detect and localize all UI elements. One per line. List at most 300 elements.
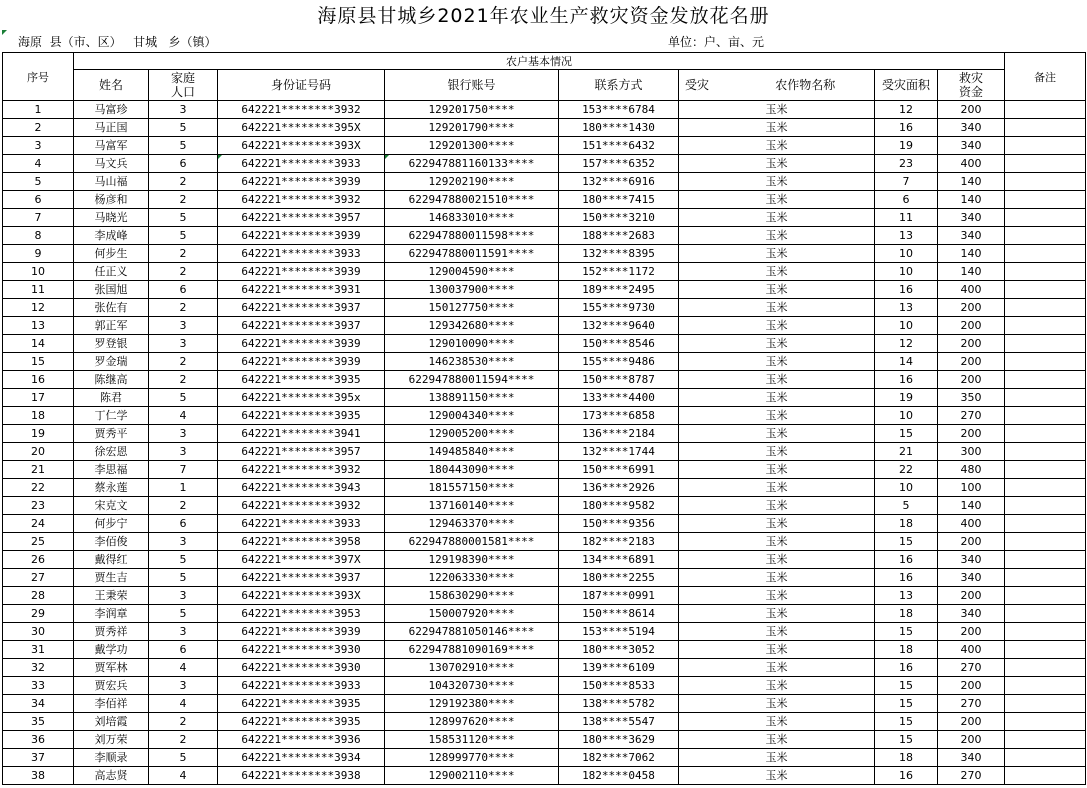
cell-crop[interactable]: 玉米 xyxy=(679,461,875,479)
cell-bank[interactable]: 180443090**** xyxy=(385,461,559,479)
cell-note[interactable] xyxy=(1005,119,1086,137)
cell-name[interactable]: 丁仁学 xyxy=(74,407,149,425)
cell-seq[interactable]: 22 xyxy=(3,479,74,497)
cell-bank[interactable]: 128997620**** xyxy=(385,713,559,731)
cell-id[interactable]: 642221********3937 xyxy=(218,299,385,317)
cell-area[interactable]: 5 xyxy=(875,497,938,515)
table-row[interactable] xyxy=(3,749,1086,767)
cell-seq[interactable]: 2 xyxy=(3,119,74,137)
cell-crop[interactable]: 玉米 xyxy=(679,281,875,299)
cell-seq[interactable]: 27 xyxy=(3,569,74,587)
cell-household[interactable]: 6 xyxy=(149,155,218,173)
cell-fund[interactable]: 480 xyxy=(938,461,1005,479)
cell-crop[interactable]: 玉米 xyxy=(679,209,875,227)
cell-name[interactable]: 马晓光 xyxy=(74,209,149,227)
cell-fund[interactable]: 200 xyxy=(938,335,1005,353)
cell-name[interactable]: 马富珍 xyxy=(74,101,149,119)
cell-bank[interactable]: 622947880001581**** xyxy=(385,533,559,551)
cell-id[interactable]: 642221********3939 xyxy=(218,353,385,371)
cell-area[interactable]: 15 xyxy=(875,677,938,695)
cell-name[interactable]: 李思福 xyxy=(74,461,149,479)
table-row[interactable] xyxy=(3,641,1086,659)
table-row[interactable] xyxy=(3,425,1086,443)
cell-seq[interactable]: 31 xyxy=(3,641,74,659)
cell-crop[interactable]: 玉米 xyxy=(679,515,875,533)
cell-seq[interactable]: 25 xyxy=(3,533,74,551)
cell-bank[interactable]: 158531120**** xyxy=(385,731,559,749)
cell-area[interactable]: 15 xyxy=(875,425,938,443)
header-affected[interactable]: 受灾 xyxy=(679,70,737,101)
cell-bank[interactable]: 622947880011598**** xyxy=(385,227,559,245)
cell-seq[interactable]: 30 xyxy=(3,623,74,641)
cell-bank[interactable]: 150007920**** xyxy=(385,605,559,623)
cell-id[interactable]: 642221********3933 xyxy=(218,245,385,263)
cell-name[interactable]: 郭正军 xyxy=(74,317,149,335)
cell-name[interactable]: 李佰俊 xyxy=(74,533,149,551)
cell-phone[interactable]: 150****8533 xyxy=(559,677,679,695)
cell-household[interactable]: 5 xyxy=(149,389,218,407)
cell-household[interactable]: 5 xyxy=(149,119,218,137)
cell-household[interactable]: 3 xyxy=(149,317,218,335)
cell-crop[interactable]: 玉米 xyxy=(679,605,875,623)
cell-name[interactable]: 何步宁 xyxy=(74,515,149,533)
table-row[interactable] xyxy=(3,407,1086,425)
cell-fund[interactable]: 270 xyxy=(938,659,1005,677)
cell-seq[interactable]: 26 xyxy=(3,551,74,569)
cell-seq[interactable]: 15 xyxy=(3,353,74,371)
cell-household[interactable]: 2 xyxy=(149,173,218,191)
cell-name[interactable]: 张国旭 xyxy=(74,281,149,299)
table-row[interactable] xyxy=(3,551,1086,569)
cell-phone[interactable]: 153****6784 xyxy=(559,101,679,119)
cell-crop[interactable]: 玉米 xyxy=(679,749,875,767)
table-row[interactable] xyxy=(3,659,1086,677)
table-row[interactable] xyxy=(3,515,1086,533)
cell-phone[interactable]: 139****6109 xyxy=(559,659,679,677)
cell-fund[interactable]: 200 xyxy=(938,353,1005,371)
cell-area[interactable]: 15 xyxy=(875,713,938,731)
cell-name[interactable]: 李成峰 xyxy=(74,227,149,245)
cell-bank[interactable]: 129004590**** xyxy=(385,263,559,281)
cell-name[interactable]: 王秉荣 xyxy=(74,587,149,605)
cell-crop[interactable]: 玉米 xyxy=(679,191,875,209)
cell-fund[interactable]: 200 xyxy=(938,317,1005,335)
cell-fund[interactable]: 340 xyxy=(938,227,1005,245)
cell-note[interactable] xyxy=(1005,551,1086,569)
cell-note[interactable] xyxy=(1005,101,1086,119)
cell-note[interactable] xyxy=(1005,191,1086,209)
cell-area[interactable]: 16 xyxy=(875,371,938,389)
cell-crop[interactable]: 玉米 xyxy=(679,497,875,515)
cell-bank[interactable]: 129192380**** xyxy=(385,695,559,713)
cell-note[interactable] xyxy=(1005,389,1086,407)
cell-crop[interactable]: 玉米 xyxy=(679,641,875,659)
cell-area[interactable]: 13 xyxy=(875,299,938,317)
cell-crop[interactable]: 玉米 xyxy=(679,407,875,425)
cell-fund[interactable]: 200 xyxy=(938,731,1005,749)
cell-fund[interactable]: 340 xyxy=(938,209,1005,227)
cell-area[interactable]: 10 xyxy=(875,263,938,281)
table-row[interactable] xyxy=(3,245,1086,263)
cell-household[interactable]: 2 xyxy=(149,191,218,209)
cell-area[interactable]: 6 xyxy=(875,191,938,209)
cell-area[interactable]: 10 xyxy=(875,407,938,425)
cell-seq[interactable]: 10 xyxy=(3,263,74,281)
cell-id[interactable]: 642221********3932 xyxy=(218,461,385,479)
cell-fund[interactable]: 400 xyxy=(938,281,1005,299)
cell-area[interactable]: 15 xyxy=(875,623,938,641)
cell-note[interactable] xyxy=(1005,173,1086,191)
cell-household[interactable]: 3 xyxy=(149,335,218,353)
cell-id[interactable]: 642221********3933 xyxy=(218,515,385,533)
cell-crop[interactable]: 玉米 xyxy=(679,353,875,371)
cell-seq[interactable]: 29 xyxy=(3,605,74,623)
cell-seq[interactable]: 36 xyxy=(3,731,74,749)
cell-phone[interactable]: 180****3629 xyxy=(559,731,679,749)
cell-seq[interactable]: 19 xyxy=(3,425,74,443)
cell-seq[interactable]: 34 xyxy=(3,695,74,713)
cell-bank[interactable]: 129002110**** xyxy=(385,767,559,785)
cell-note[interactable] xyxy=(1005,749,1086,767)
cell-fund[interactable]: 400 xyxy=(938,155,1005,173)
cell-id[interactable]: 642221********3939 xyxy=(218,335,385,353)
cell-seq[interactable]: 20 xyxy=(3,443,74,461)
cell-crop[interactable]: 玉米 xyxy=(679,551,875,569)
cell-household[interactable]: 5 xyxy=(149,227,218,245)
cell-note[interactable] xyxy=(1005,245,1086,263)
cell-id[interactable]: 642221********3939 xyxy=(218,623,385,641)
cell-phone[interactable]: 187****0991 xyxy=(559,587,679,605)
cell-phone[interactable]: 132****9640 xyxy=(559,317,679,335)
cell-note[interactable] xyxy=(1005,317,1086,335)
cell-area[interactable]: 16 xyxy=(875,659,938,677)
cell-name[interactable]: 李顺录 xyxy=(74,749,149,767)
cell-crop[interactable]: 玉米 xyxy=(679,119,875,137)
cell-fund[interactable]: 270 xyxy=(938,767,1005,785)
cell-household[interactable]: 3 xyxy=(149,677,218,695)
cell-id[interactable]: 642221********3937 xyxy=(218,569,385,587)
cell-note[interactable] xyxy=(1005,371,1086,389)
cell-note[interactable] xyxy=(1005,659,1086,677)
cell-crop[interactable]: 玉米 xyxy=(679,587,875,605)
cell-area[interactable]: 19 xyxy=(875,137,938,155)
cell-name[interactable]: 徐宏恩 xyxy=(74,443,149,461)
cell-phone[interactable]: 152****1172 xyxy=(559,263,679,281)
cell-seq[interactable]: 37 xyxy=(3,749,74,767)
cell-bank[interactable]: 622947880021510**** xyxy=(385,191,559,209)
table-row[interactable] xyxy=(3,281,1086,299)
cell-bank[interactable]: 622947881090169**** xyxy=(385,641,559,659)
cell-name[interactable]: 罗登银 xyxy=(74,335,149,353)
cell-fund[interactable]: 340 xyxy=(938,605,1005,623)
cell-bank[interactable]: 129010090**** xyxy=(385,335,559,353)
cell-household[interactable]: 2 xyxy=(149,713,218,731)
cell-id[interactable]: 642221********3935 xyxy=(218,407,385,425)
cell-name[interactable]: 刘培霞 xyxy=(74,713,149,731)
cell-bank[interactable]: 129004340**** xyxy=(385,407,559,425)
cell-name[interactable]: 马正国 xyxy=(74,119,149,137)
cell-area[interactable]: 18 xyxy=(875,515,938,533)
cell-area[interactable]: 16 xyxy=(875,551,938,569)
cell-crop[interactable]: 玉米 xyxy=(679,479,875,497)
cell-fund[interactable]: 100 xyxy=(938,479,1005,497)
table-row[interactable] xyxy=(3,137,1086,155)
cell-household[interactable]: 6 xyxy=(149,515,218,533)
cell-area[interactable]: 15 xyxy=(875,695,938,713)
cell-seq[interactable]: 7 xyxy=(3,209,74,227)
cell-name[interactable]: 贾生吉 xyxy=(74,569,149,587)
cell-note[interactable] xyxy=(1005,137,1086,155)
cell-note[interactable] xyxy=(1005,533,1086,551)
cell-phone[interactable]: 136****2184 xyxy=(559,425,679,443)
cell-bank[interactable]: 104320730**** xyxy=(385,677,559,695)
cell-crop[interactable]: 玉米 xyxy=(679,659,875,677)
cell-household[interactable]: 5 xyxy=(149,209,218,227)
cell-crop[interactable]: 玉米 xyxy=(679,173,875,191)
cell-note[interactable] xyxy=(1005,461,1086,479)
cell-area[interactable]: 14 xyxy=(875,353,938,371)
cell-seq[interactable]: 33 xyxy=(3,677,74,695)
table-row[interactable] xyxy=(3,209,1086,227)
cell-area[interactable]: 12 xyxy=(875,335,938,353)
cell-id[interactable]: 642221********3931 xyxy=(218,281,385,299)
cell-id[interactable]: 642221********3934 xyxy=(218,749,385,767)
cell-crop[interactable]: 玉米 xyxy=(679,263,875,281)
header-household[interactable]: 家庭 人口 xyxy=(149,70,218,101)
table-row[interactable] xyxy=(3,443,1086,461)
cell-note[interactable] xyxy=(1005,677,1086,695)
header-name[interactable]: 姓名 xyxy=(74,70,149,101)
cell-household[interactable]: 7 xyxy=(149,461,218,479)
cell-fund[interactable]: 270 xyxy=(938,695,1005,713)
cell-fund[interactable]: 340 xyxy=(938,137,1005,155)
cell-fund[interactable]: 200 xyxy=(938,533,1005,551)
cell-area[interactable]: 18 xyxy=(875,749,938,767)
cell-id[interactable]: 642221********395x xyxy=(218,389,385,407)
cell-fund[interactable]: 140 xyxy=(938,245,1005,263)
cell-area[interactable]: 11 xyxy=(875,209,938,227)
cell-seq[interactable]: 11 xyxy=(3,281,74,299)
cell-id[interactable]: 642221********3935 xyxy=(218,371,385,389)
cell-bank[interactable]: 129005200**** xyxy=(385,425,559,443)
cell-bank[interactable]: 129201790**** xyxy=(385,119,559,137)
cell-phone[interactable]: 180****9582 xyxy=(559,497,679,515)
cell-fund[interactable]: 340 xyxy=(938,569,1005,587)
cell-seq[interactable]: 3 xyxy=(3,137,74,155)
header-fund[interactable]: 救灾 资金 xyxy=(938,70,1005,101)
cell-area[interactable]: 16 xyxy=(875,767,938,785)
cell-phone[interactable]: 138****5782 xyxy=(559,695,679,713)
cell-seq[interactable]: 35 xyxy=(3,713,74,731)
cell-name[interactable]: 李佰祥 xyxy=(74,695,149,713)
header-phone[interactable]: 联系方式 xyxy=(559,70,679,101)
cell-household[interactable]: 3 xyxy=(149,533,218,551)
cell-note[interactable] xyxy=(1005,155,1086,173)
cell-crop[interactable]: 玉米 xyxy=(679,569,875,587)
table-row[interactable] xyxy=(3,371,1086,389)
cell-note[interactable] xyxy=(1005,695,1086,713)
table-row[interactable] xyxy=(3,569,1086,587)
cell-id[interactable]: 642221********3935 xyxy=(218,695,385,713)
table-row[interactable] xyxy=(3,353,1086,371)
cell-household[interactable]: 1 xyxy=(149,479,218,497)
cell-phone[interactable]: 132****8395 xyxy=(559,245,679,263)
cell-phone[interactable]: 150****3210 xyxy=(559,209,679,227)
cell-seq[interactable]: 4 xyxy=(3,155,74,173)
cell-bank[interactable]: 181557150**** xyxy=(385,479,559,497)
cell-area[interactable]: 12 xyxy=(875,101,938,119)
cell-crop[interactable]: 玉米 xyxy=(679,299,875,317)
table-row[interactable] xyxy=(3,677,1086,695)
cell-name[interactable]: 贾秀平 xyxy=(74,425,149,443)
cell-id[interactable]: 642221********3957 xyxy=(218,443,385,461)
cell-bank[interactable]: 158630290**** xyxy=(385,587,559,605)
cell-seq[interactable]: 17 xyxy=(3,389,74,407)
cell-name[interactable]: 陈君 xyxy=(74,389,149,407)
cell-id[interactable]: 642221********3939 xyxy=(218,227,385,245)
cell-seq[interactable]: 32 xyxy=(3,659,74,677)
cell-household[interactable]: 4 xyxy=(149,767,218,785)
cell-note[interactable] xyxy=(1005,425,1086,443)
cell-id[interactable]: 642221********395X xyxy=(218,119,385,137)
cell-id[interactable]: 642221********3938 xyxy=(218,767,385,785)
cell-crop[interactable]: 玉米 xyxy=(679,335,875,353)
table-row[interactable] xyxy=(3,713,1086,731)
cell-name[interactable]: 任正义 xyxy=(74,263,149,281)
cell-id[interactable]: 642221********397X xyxy=(218,551,385,569)
header-crop[interactable]: 农作物名称 xyxy=(737,70,875,101)
cell-fund[interactable]: 140 xyxy=(938,263,1005,281)
cell-name[interactable]: 马富军 xyxy=(74,137,149,155)
cell-seq[interactable]: 6 xyxy=(3,191,74,209)
cell-note[interactable] xyxy=(1005,353,1086,371)
cell-phone[interactable]: 153****5194 xyxy=(559,623,679,641)
cell-bank[interactable]: 129201750**** xyxy=(385,101,559,119)
cell-fund[interactable]: 350 xyxy=(938,389,1005,407)
cell-crop[interactable]: 玉米 xyxy=(679,137,875,155)
cell-phone[interactable]: 132****6916 xyxy=(559,173,679,191)
cell-household[interactable]: 3 xyxy=(149,425,218,443)
cell-id[interactable]: 642221********3932 xyxy=(218,497,385,515)
cell-household[interactable]: 3 xyxy=(149,623,218,641)
cell-household[interactable]: 3 xyxy=(149,587,218,605)
cell-phone[interactable]: 150****6991 xyxy=(559,461,679,479)
cell-fund[interactable]: 200 xyxy=(938,623,1005,641)
table-row[interactable] xyxy=(3,119,1086,137)
table-row[interactable] xyxy=(3,263,1086,281)
table-row[interactable] xyxy=(3,623,1086,641)
cell-id[interactable]: 642221********3935 xyxy=(218,713,385,731)
cell-name[interactable]: 高志贤 xyxy=(74,767,149,785)
cell-household[interactable]: 2 xyxy=(149,353,218,371)
cell-bank[interactable]: 122063330**** xyxy=(385,569,559,587)
cell-phone[interactable]: 188****2683 xyxy=(559,227,679,245)
cell-fund[interactable]: 140 xyxy=(938,497,1005,515)
cell-seq[interactable]: 8 xyxy=(3,227,74,245)
cell-phone[interactable]: 173****6858 xyxy=(559,407,679,425)
cell-id[interactable]: 642221********3936 xyxy=(218,731,385,749)
table-row[interactable] xyxy=(3,155,1086,173)
cell-bank[interactable]: 129202190**** xyxy=(385,173,559,191)
cell-note[interactable] xyxy=(1005,227,1086,245)
cell-id[interactable]: 642221********3939 xyxy=(218,263,385,281)
cell-area[interactable]: 21 xyxy=(875,443,938,461)
cell-name[interactable]: 陈继高 xyxy=(74,371,149,389)
table-row[interactable] xyxy=(3,299,1086,317)
cell-id[interactable]: 642221********3953 xyxy=(218,605,385,623)
cell-seq[interactable]: 23 xyxy=(3,497,74,515)
cell-name[interactable]: 马山福 xyxy=(74,173,149,191)
cell-fund[interactable]: 200 xyxy=(938,587,1005,605)
cell-id[interactable]: 642221********3939 xyxy=(218,173,385,191)
cell-name[interactable]: 马文兵 xyxy=(74,155,149,173)
cell-phone[interactable]: 150****8614 xyxy=(559,605,679,623)
cell-note[interactable] xyxy=(1005,641,1086,659)
cell-id[interactable]: 642221********393X xyxy=(218,587,385,605)
cell-bank[interactable]: 138891150**** xyxy=(385,389,559,407)
cell-area[interactable]: 7 xyxy=(875,173,938,191)
table-row[interactable] xyxy=(3,227,1086,245)
header-note[interactable]: 备注 xyxy=(1005,53,1086,101)
cell-bank[interactable]: 128999770**** xyxy=(385,749,559,767)
cell-note[interactable] xyxy=(1005,497,1086,515)
table-row[interactable] xyxy=(3,173,1086,191)
cell-seq[interactable]: 21 xyxy=(3,461,74,479)
cell-seq[interactable]: 24 xyxy=(3,515,74,533)
cell-phone[interactable]: 180****3052 xyxy=(559,641,679,659)
cell-household[interactable]: 2 xyxy=(149,497,218,515)
cell-id[interactable]: 642221********3932 xyxy=(218,191,385,209)
cell-phone[interactable]: 182****0458 xyxy=(559,767,679,785)
cell-household[interactable]: 3 xyxy=(149,443,218,461)
cell-note[interactable] xyxy=(1005,407,1086,425)
cell-fund[interactable]: 200 xyxy=(938,299,1005,317)
cell-name[interactable]: 杨彦和 xyxy=(74,191,149,209)
cell-bank[interactable]: 130702910**** xyxy=(385,659,559,677)
cell-bank[interactable]: 129201300**** xyxy=(385,137,559,155)
cell-id[interactable]: 642221********393X xyxy=(218,137,385,155)
cell-note[interactable] xyxy=(1005,209,1086,227)
cell-area[interactable]: 23 xyxy=(875,155,938,173)
cell-phone[interactable]: 180****2255 xyxy=(559,569,679,587)
cell-note[interactable] xyxy=(1005,479,1086,497)
cell-note[interactable] xyxy=(1005,281,1086,299)
cell-name[interactable]: 何步生 xyxy=(74,245,149,263)
cell-household[interactable]: 2 xyxy=(149,299,218,317)
cell-bank[interactable]: 130037900**** xyxy=(385,281,559,299)
cell-household[interactable]: 4 xyxy=(149,407,218,425)
cell-area[interactable]: 15 xyxy=(875,731,938,749)
cell-bank[interactable]: 622947881160133**** xyxy=(385,155,559,173)
table-row[interactable] xyxy=(3,191,1086,209)
cell-phone[interactable]: 157****6352 xyxy=(559,155,679,173)
cell-fund[interactable]: 200 xyxy=(938,101,1005,119)
cell-bank[interactable]: 622947881050146**** xyxy=(385,623,559,641)
cell-crop[interactable]: 玉米 xyxy=(679,317,875,335)
cell-phone[interactable]: 150****8546 xyxy=(559,335,679,353)
cell-crop[interactable]: 玉米 xyxy=(679,767,875,785)
cell-area[interactable]: 16 xyxy=(875,569,938,587)
cell-area[interactable]: 15 xyxy=(875,533,938,551)
cell-household[interactable]: 4 xyxy=(149,695,218,713)
cell-name[interactable]: 戴得红 xyxy=(74,551,149,569)
cell-seq[interactable]: 38 xyxy=(3,767,74,785)
cell-name[interactable]: 张佐有 xyxy=(74,299,149,317)
cell-fund[interactable]: 400 xyxy=(938,515,1005,533)
cell-area[interactable]: 18 xyxy=(875,605,938,623)
cell-seq[interactable]: 16 xyxy=(3,371,74,389)
cell-area[interactable]: 13 xyxy=(875,587,938,605)
